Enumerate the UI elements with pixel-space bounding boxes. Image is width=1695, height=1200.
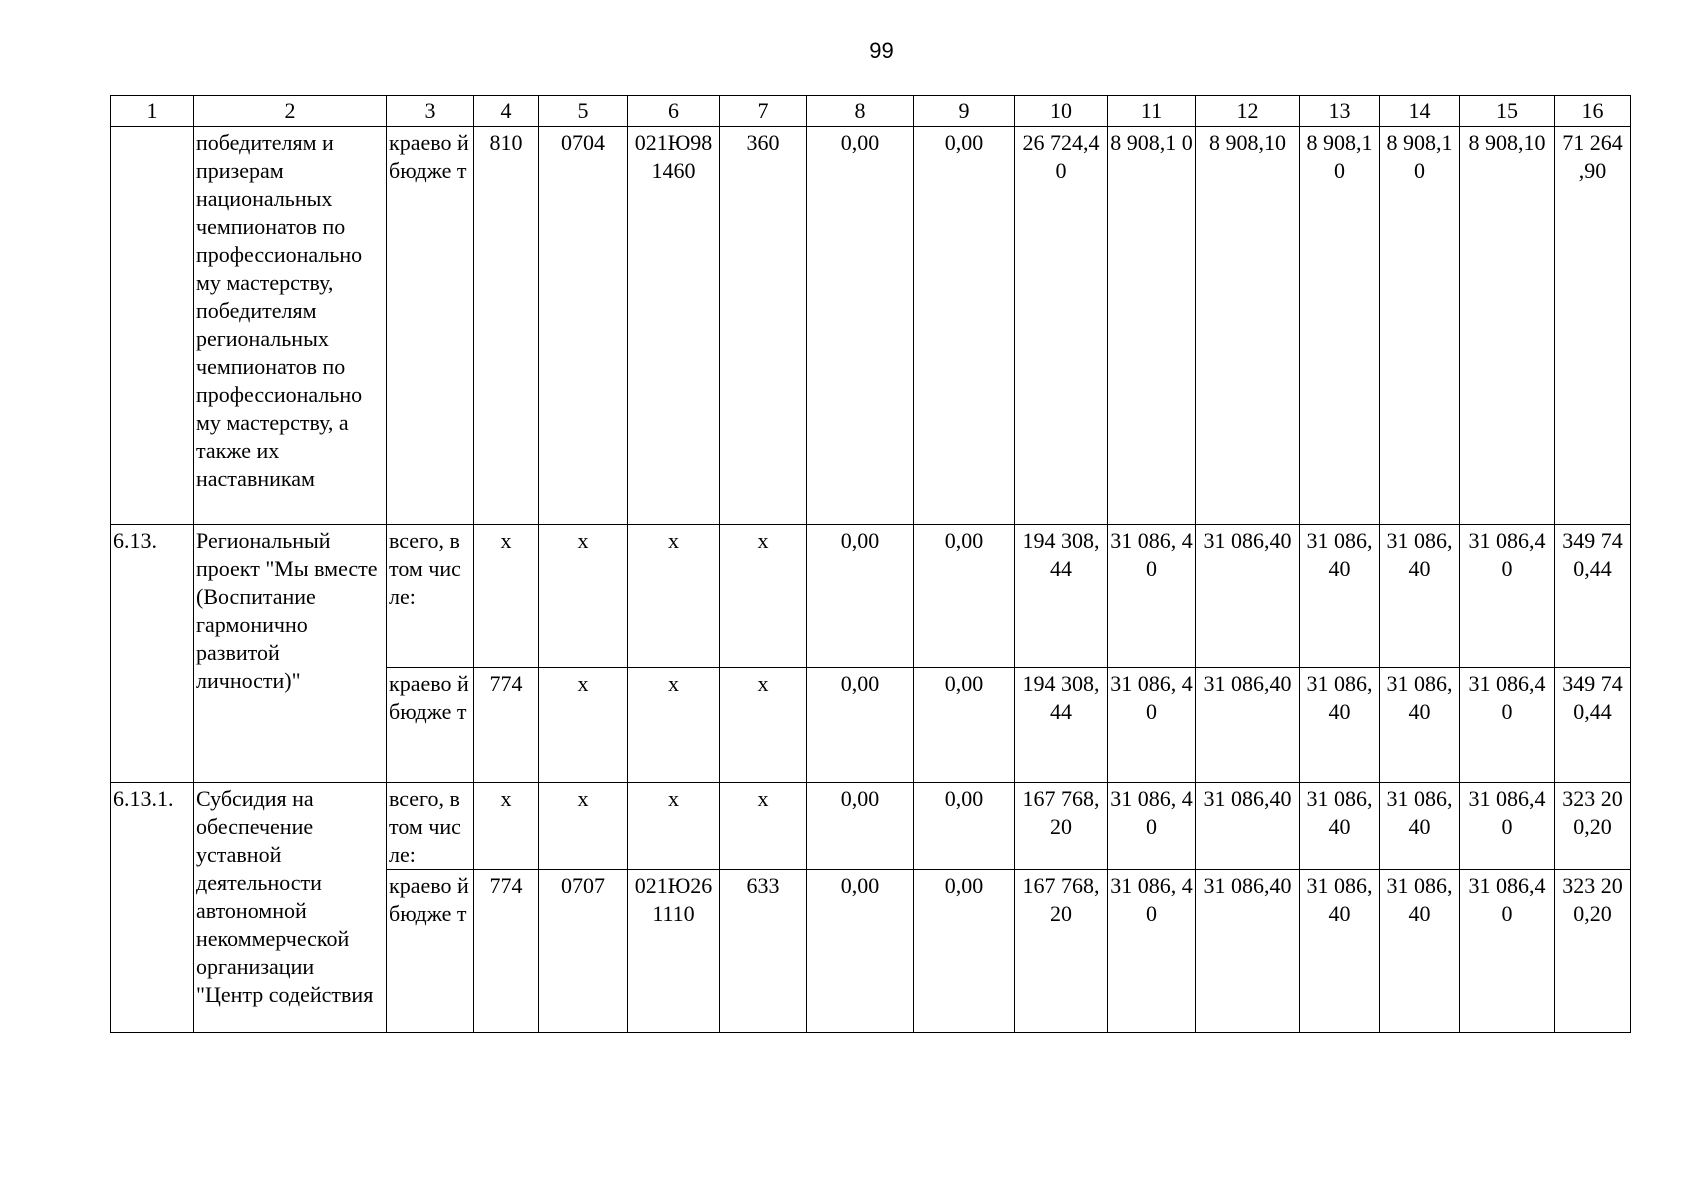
description-cell: победителям и призерам национальных чемпионатов по профессионально му мастерству, победителям региональных чемпионатов по профессионально му мастерству, а также их наставникам [194, 127, 387, 525]
column-header: 5 [539, 96, 628, 127]
table-row [111, 127, 1631, 525]
amount-cell: 194 308, 44 [1015, 668, 1108, 783]
budget-table [110, 95, 1631, 1033]
table-row [111, 783, 1631, 870]
amount-cell: 0,00 [914, 668, 1015, 783]
amount-cell: 0,00 [807, 783, 914, 870]
row-number-cell: 6.13. [111, 525, 194, 783]
amount-cell: 8 908,1 0 [1108, 127, 1196, 525]
amount-cell: 26 724,4 0 [1015, 127, 1108, 525]
amount-cell: 0,00 [807, 870, 914, 1033]
amount-cell: 31 086, 40 [1108, 525, 1196, 668]
amount-cell: 31 086, 40 [1300, 525, 1380, 668]
description-cell: Субсидия на обеспечение уставной деятельности автономной некоммерческой организации "Центр содействия [194, 783, 387, 1033]
column-header: 15 [1460, 96, 1555, 127]
amount-cell: 31 086,40 [1196, 668, 1300, 783]
code-cell: х [474, 525, 539, 668]
amount-cell: 0,00 [914, 783, 1015, 870]
amount-cell: 31 086,4 0 [1460, 783, 1555, 870]
code-cell: х [628, 525, 720, 668]
code-cell: х [720, 783, 807, 870]
amount-cell: 167 768, 20 [1015, 783, 1108, 870]
amount-cell: 0,00 [807, 525, 914, 668]
page-number: 99 [869, 38, 894, 63]
column-header: 10 [1015, 96, 1108, 127]
amount-cell: 167 768, 20 [1015, 870, 1108, 1033]
amount-cell: 31 086, 40 [1300, 870, 1380, 1033]
column-header: 9 [914, 96, 1015, 127]
amount-cell: 0,00 [914, 525, 1015, 668]
code-cell: х [539, 525, 628, 668]
amount-cell: 31 086,40 [1196, 783, 1300, 870]
amount-cell: 8 908,10 [1460, 127, 1555, 525]
description-cell: Региональный проект "Мы вместе (Воспитание гармонично развитой личности)" [194, 525, 387, 783]
code-cell: 0704 [539, 127, 628, 525]
column-header: 1 [111, 96, 194, 127]
amount-cell: 31 086, 40 [1108, 668, 1196, 783]
amount-cell: 349 74 0,44 [1555, 668, 1631, 783]
column-number-row [111, 96, 1631, 127]
amount-cell: 31 086,40 [1196, 870, 1300, 1033]
code-cell: 633 [720, 870, 807, 1033]
code-cell: 774 [474, 870, 539, 1033]
amount-cell: 31 086, 40 [1380, 870, 1460, 1033]
column-header: 2 [194, 96, 387, 127]
amount-cell: 31 086,4 0 [1460, 668, 1555, 783]
code-cell: 0707 [539, 870, 628, 1033]
row-number-cell [111, 127, 194, 525]
amount-cell: 323 20 0,20 [1555, 783, 1631, 870]
code-cell: 810 [474, 127, 539, 525]
source-cell: всего, в том числе: [387, 783, 474, 870]
column-header: 8 [807, 96, 914, 127]
code-cell: 021Ю26 1110 [628, 870, 720, 1033]
column-header: 4 [474, 96, 539, 127]
row-number-cell: 6.13.1. [111, 783, 194, 1033]
source-cell: краево й бюдже т [387, 870, 474, 1033]
code-cell: х [720, 525, 807, 668]
source-cell: краево й бюдже т [387, 127, 474, 525]
amount-cell: 31 086,4 0 [1460, 525, 1555, 668]
amount-cell: 31 086,40 [1196, 525, 1300, 668]
source-cell: всего, в том числе: [387, 525, 474, 668]
column-header: 16 [1555, 96, 1631, 127]
column-header: 12 [1196, 96, 1300, 127]
amount-cell: 31 086, 40 [1380, 783, 1460, 870]
amount-cell: 31 086,4 0 [1460, 870, 1555, 1033]
code-cell: х [628, 668, 720, 783]
code-cell: х [539, 783, 628, 870]
table-row [111, 525, 1631, 668]
amount-cell: 0,00 [914, 127, 1015, 525]
code-cell: х [539, 668, 628, 783]
source-cell: краево й бюдже т [387, 668, 474, 783]
amount-cell: 0,00 [807, 127, 914, 525]
amount-cell: 0,00 [914, 870, 1015, 1033]
amount-cell: 194 308, 44 [1015, 525, 1108, 668]
code-cell: х [474, 783, 539, 870]
amount-cell: 8 908,10 [1196, 127, 1300, 525]
amount-cell: 349 74 0,44 [1555, 525, 1631, 668]
column-header: 14 [1380, 96, 1460, 127]
code-cell: 360 [720, 127, 807, 525]
amount-cell: 71 264 ,90 [1555, 127, 1631, 525]
code-cell: х [628, 783, 720, 870]
code-cell: 774 [474, 668, 539, 783]
amount-cell: 8 908,1 0 [1380, 127, 1460, 525]
amount-cell: 31 086, 40 [1380, 525, 1460, 668]
amount-cell: 323 20 0,20 [1555, 870, 1631, 1033]
amount-cell: 31 086, 40 [1300, 668, 1380, 783]
amount-cell: 31 086, 40 [1108, 870, 1196, 1033]
column-header: 3 [387, 96, 474, 127]
column-header: 7 [720, 96, 807, 127]
column-header: 13 [1300, 96, 1380, 127]
amount-cell: 31 086, 40 [1300, 783, 1380, 870]
code-cell: х [720, 668, 807, 783]
amount-cell: 0,00 [807, 668, 914, 783]
amount-cell: 8 908,1 0 [1300, 127, 1380, 525]
column-header: 11 [1108, 96, 1196, 127]
amount-cell: 31 086, 40 [1380, 668, 1460, 783]
column-header: 6 [628, 96, 720, 127]
amount-cell: 31 086, 40 [1108, 783, 1196, 870]
code-cell: 021Ю98 1460 [628, 127, 720, 525]
